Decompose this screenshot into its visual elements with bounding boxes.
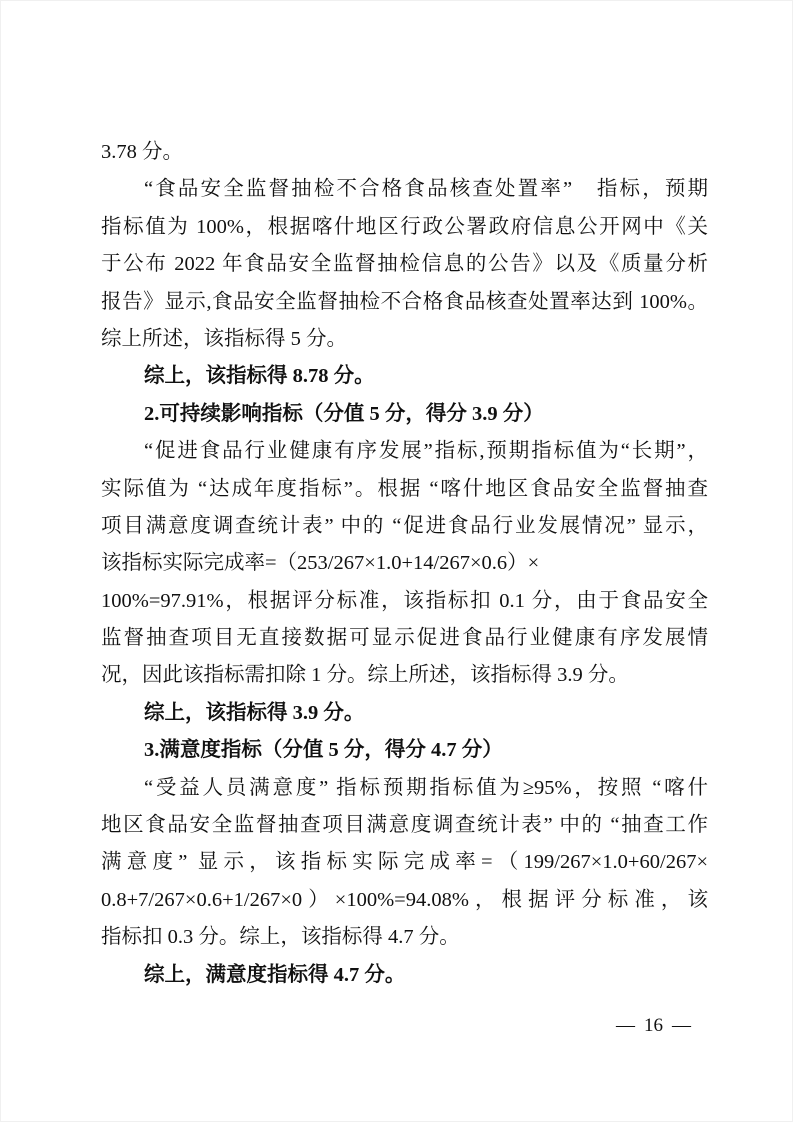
text-line: 况，因此该指标需扣除 1 分。综上所述，该指标得 3.9 分。 xyxy=(101,664,629,687)
text-line: 该指标实际完成率=（253/267×1.0+14/267×0.6）× xyxy=(101,552,540,575)
page-footer xyxy=(616,1013,691,1039)
text-line: 综上，满意度指标得 4.7 分。 xyxy=(144,963,406,986)
text-line: 2.可持续影响指标（分值 5 分，得分 3.9 分） xyxy=(144,402,544,425)
text-line: 项目满意度调查统计表” 中的 “促进食品行业发展情况” 显示， xyxy=(101,514,708,537)
text-line: 综上，该指标得 8.78 分。 xyxy=(144,365,375,388)
text-line: “食品安全监督抽检不合格食品核查处置率” 指标，预期 xyxy=(144,178,708,201)
document-body xyxy=(101,134,708,994)
text-line: 100%=97.91%，根据评分标准，该指标扣 0.1 分，由于食品安全 xyxy=(101,589,708,612)
text-line: 指标扣 0.3 分。综上，该指标得 4.7 分。 xyxy=(101,926,460,949)
text-line: “受益人员满意度” 指标预期指标值为≥95%，按照 “喀什 xyxy=(144,776,708,799)
text-line: 实际值为 “达成年度指标”。根据 “喀什地区食品安全监督抽查 xyxy=(101,477,708,500)
text-line: 综上所述，该指标得 5 分。 xyxy=(101,327,347,350)
text-line: 3.78 分。 xyxy=(101,141,183,163)
text-line: 报告》显示,食品安全监督抽检不合格食品核查处置率达到 100%。 xyxy=(101,290,708,313)
text-line: “促进食品行业健康有序发展”指标,预期指标值为“长期”， xyxy=(144,440,708,463)
text-line: 于公布 2022 年食品安全监督抽检信息的公告》以及《质量分析 xyxy=(101,253,708,276)
text-line: 综上，该指标得 3.9 分。 xyxy=(144,701,365,724)
text-line: 3.满意度指标（分值 5 分，得分 4.7 分） xyxy=(144,739,503,762)
footer-dash-right: — xyxy=(672,1015,691,1036)
text-line: 地区食品安全监督抽查项目满意度调查统计表” 中的 “抽查工作 xyxy=(101,814,708,837)
text-line: 指标值为 100%，根据喀什地区行政公署政府信息公开网中《关 xyxy=(101,215,708,238)
page-number: 16 xyxy=(644,1015,663,1036)
footer-dash-left: — xyxy=(616,1015,635,1036)
text-line: 0.8+7/267×0.6+1/267×0）×100%=94.08%，根据评分标准，该 xyxy=(101,888,708,911)
text-line: 监督抽查项目无直接数据可显示促进食品行业健康有序发展情 xyxy=(101,627,708,650)
text-line: 满意度” 显示，该指标实际完成率=（199/267×1.0+60/267× xyxy=(101,851,708,874)
